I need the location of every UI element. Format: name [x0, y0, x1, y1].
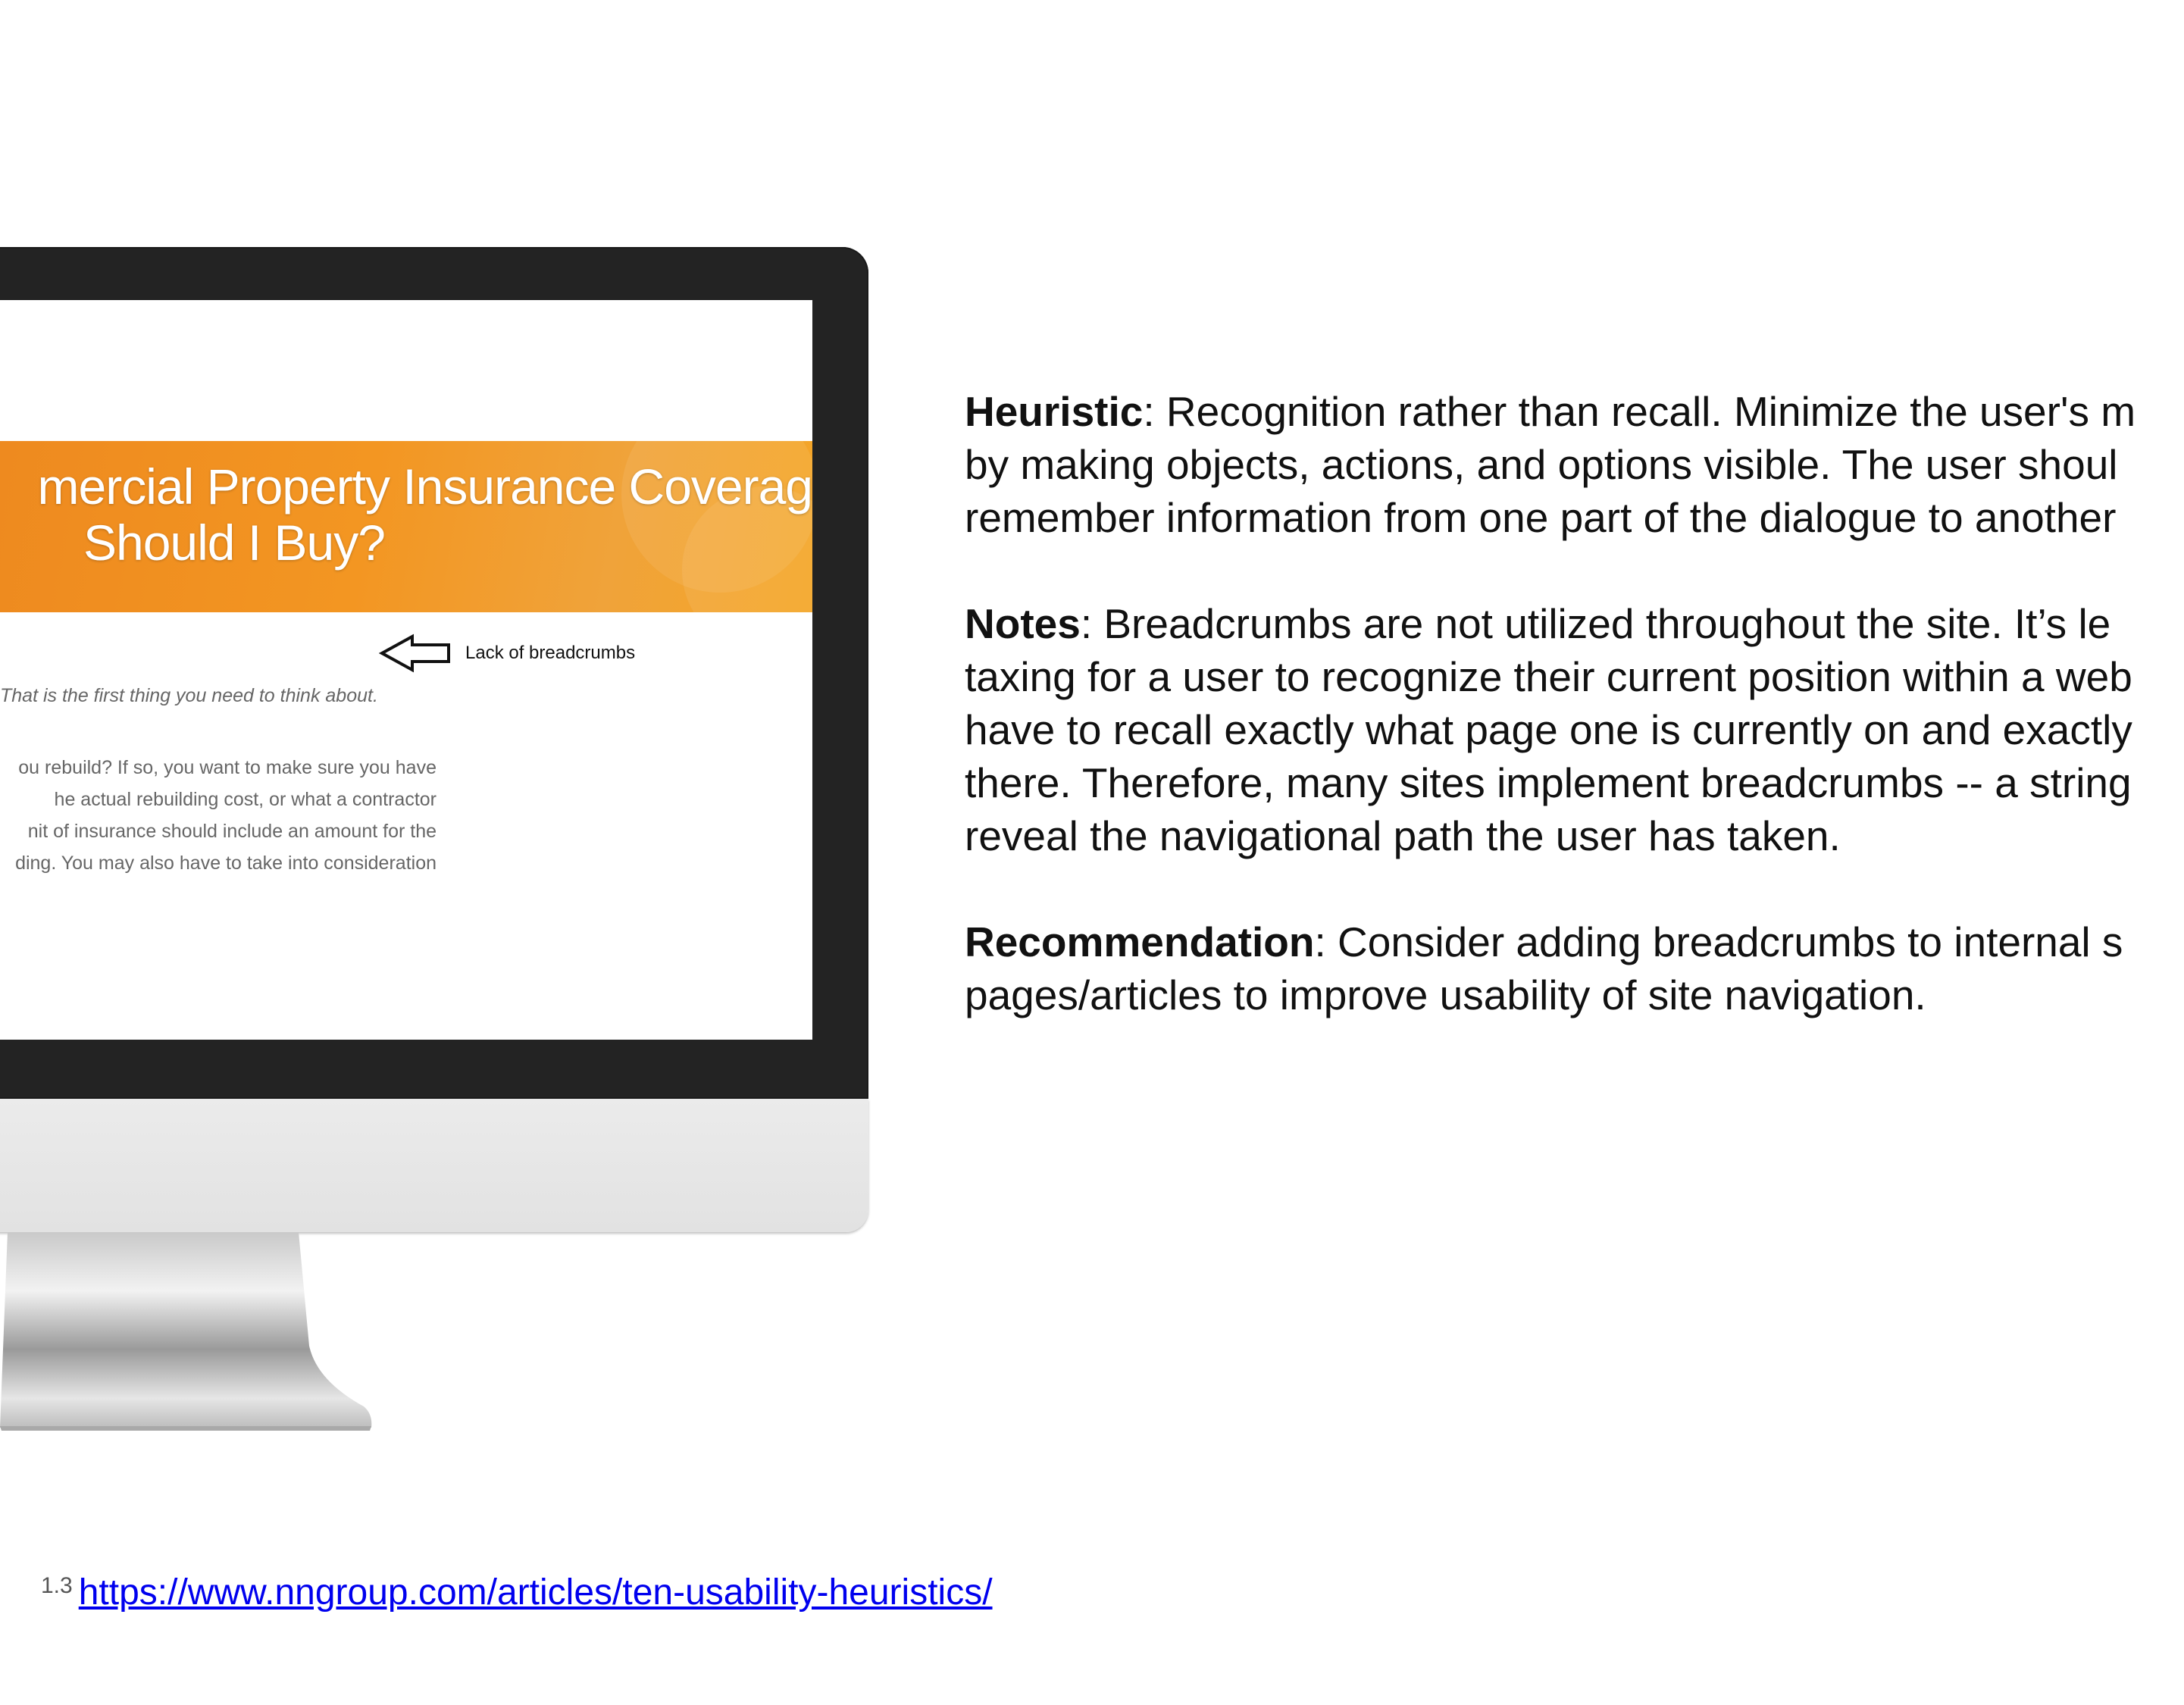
article-intro: That is the first thing you need to think about. [0, 685, 378, 706]
monitor-stand [0, 1232, 409, 1431]
notes-text: taxing for a user to recognize their current position within a web [965, 653, 2132, 700]
recommendation-text: : Consider adding breadcrumbs to internal s [1314, 918, 2123, 965]
left-arrow-icon [379, 634, 452, 673]
recommendation-section [965, 915, 2184, 1021]
heuristic-text: : Recognition rather than recall. Minimize the user's m [1143, 388, 2136, 435]
recommendation-label: Recommendation [965, 918, 1315, 965]
heuristic-label: Heuristic [965, 388, 1144, 435]
notes-text: reveal the navigational path the user has taken. [965, 812, 1841, 859]
article-paragraph-line: nit of insurance should include an amount for the [27, 821, 436, 842]
monitor-chin [0, 1099, 868, 1232]
notes-section [965, 597, 2184, 862]
article-paragraph-line: he actual rebuilding cost, or what a contractor [54, 789, 436, 810]
annotation-label: Lack of breadcrumbs [465, 643, 636, 663]
article-paragraph-line: ding. You may also have to take into consideration [15, 852, 436, 874]
recommendation-text: pages/articles to improve usability of site navigation. [965, 971, 1926, 1018]
heuristic-text: remember information from one part of the dialogue to another [965, 494, 2117, 541]
notes-text: have to recall exactly what page one is currently on and exactly [965, 706, 2132, 753]
article-paragraph-line: ou rebuild? If so, you want to make sure you have [18, 757, 436, 778]
notes-text: there. Therefore, many sites implement breadcrumbs -- a string [965, 759, 2132, 806]
heuristic-text: by making objects, actions, and options visible. The user shoul [965, 441, 2118, 488]
article-paragraph [0, 752, 436, 879]
footnote [41, 1572, 993, 1613]
heuristic-analysis [965, 385, 2184, 1075]
heuristic-section [965, 385, 2184, 544]
notes-text: : Breadcrumbs are not utilized throughout the site. It’s le [1080, 600, 2111, 647]
article-banner [0, 441, 812, 612]
reference-link[interactable]: https://www.nngroup.com/articles/ten-usability-heuristics/ [78, 1572, 993, 1613]
notes-label: Notes [965, 600, 1081, 647]
footnote-number: 1.3 [41, 1573, 73, 1598]
website-screenshot [0, 300, 812, 1040]
article-title-line-1: mercial Property Insurance Coverag [37, 458, 812, 515]
article-title-line-2: Should I Buy? [83, 515, 385, 571]
